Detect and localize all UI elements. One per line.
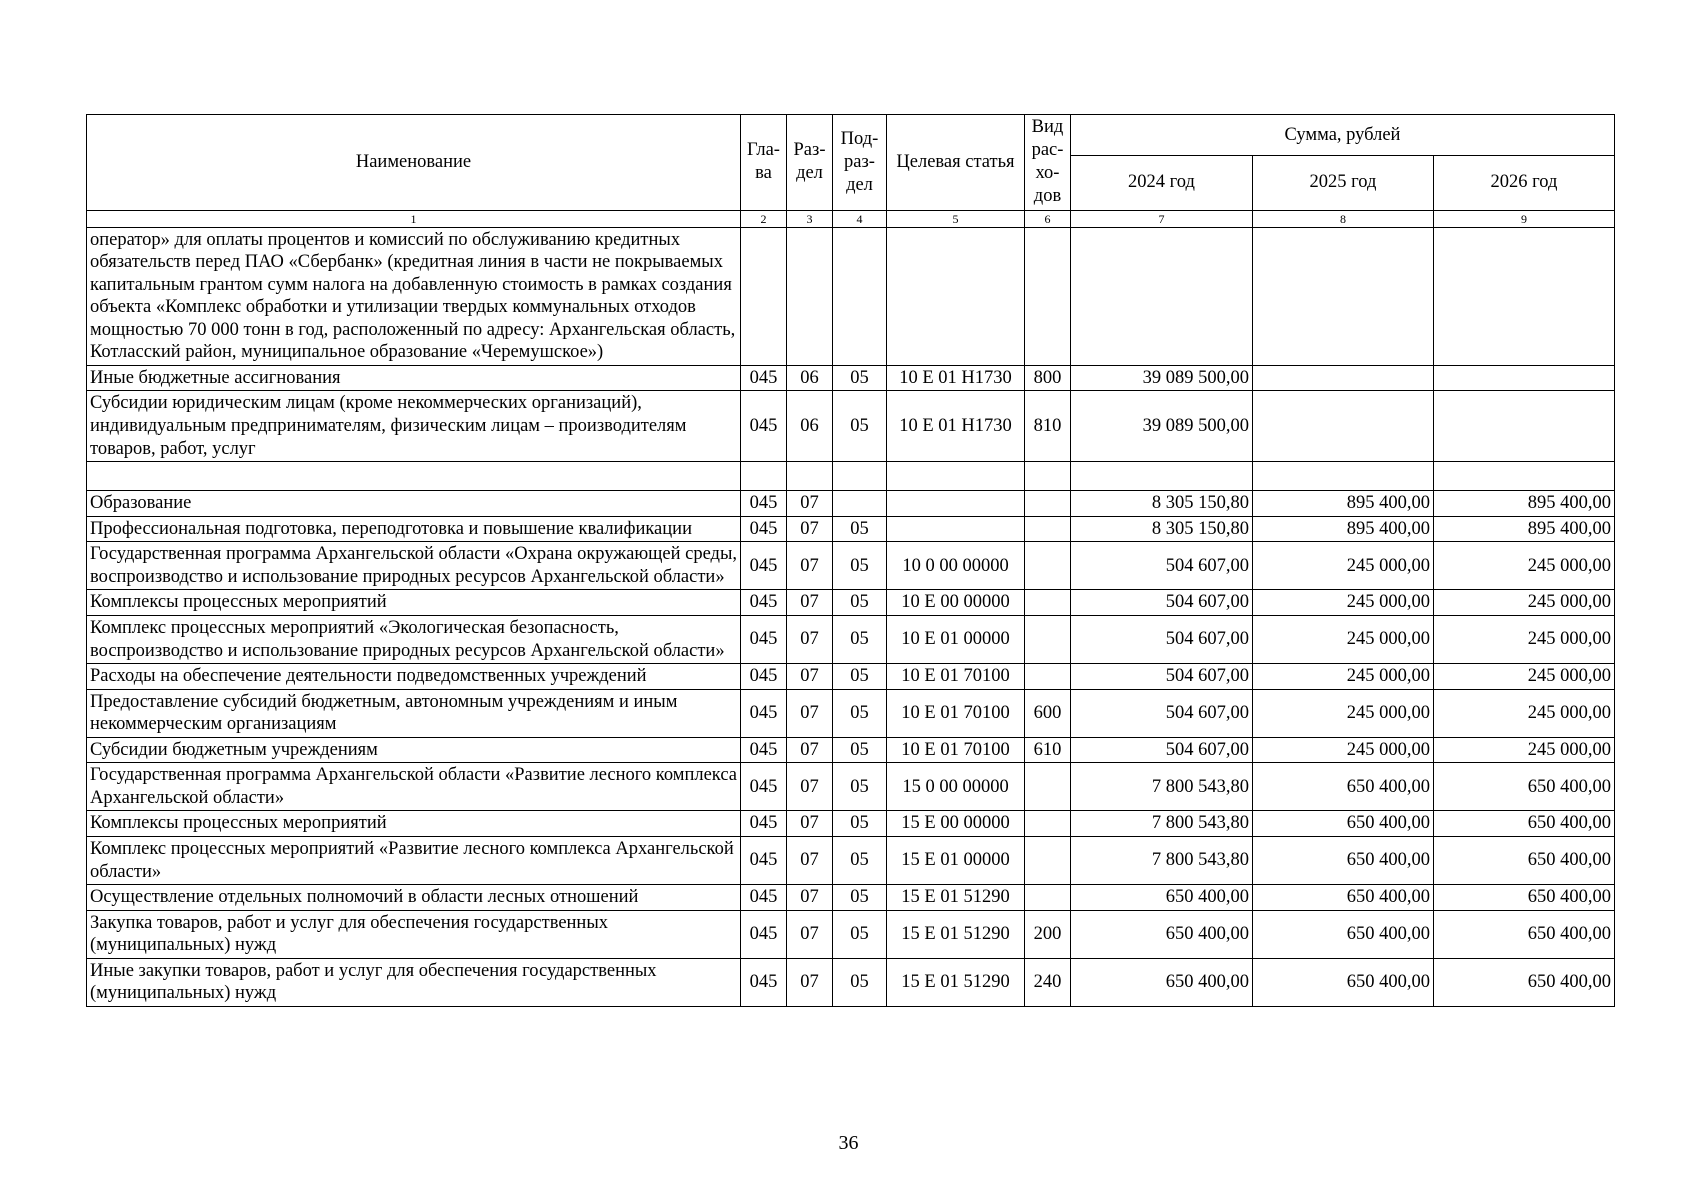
row-name-cell: Субсидии бюджетным учреждениям: [87, 737, 741, 763]
table-row: [87, 590, 1615, 616]
row-name-cell: Иные бюджетные ассигнования: [87, 365, 741, 391]
table-row: [87, 910, 1615, 958]
amount-2025-cell: [1253, 391, 1434, 462]
amount-2025-cell: 245 000,00: [1253, 615, 1434, 663]
razdel-cell: 07: [787, 910, 833, 958]
amount-2024-cell: [1071, 227, 1253, 365]
vid-rashodov-cell: [1025, 491, 1071, 517]
tselevaya-statya-cell: [887, 462, 1025, 491]
row-name-cell: оператор» для оплаты процентов и комиссий по обслуживанию кредитных обязательств перед ПАО «Сбербанк» (кредитная линия в части не покрываемых капитальным грантом сумм налога на добавленную стоимость в рамках создания объекта «Комплекс обработки и утилизации твердых коммунальных отходов мощностью 70 000 тонн в год, расположенный по адресу: Архангельская область, Котласский район, муниципальное образование «Черемушское»): [87, 227, 741, 365]
amount-2026-cell: 245 000,00: [1434, 689, 1615, 737]
glava-cell: [741, 227, 787, 365]
header-glava: Гла-ва: [741, 115, 787, 211]
amount-2025-cell: 650 400,00: [1253, 811, 1434, 837]
amount-2026-cell: [1434, 462, 1615, 491]
podrazdel-cell: 05: [833, 910, 887, 958]
row-name-cell: Иные закупки товаров, работ и услуг для обеспечения государственных (муниципальных) нужд: [87, 958, 741, 1006]
razdel-cell: 07: [787, 958, 833, 1006]
column-number: 5: [887, 210, 1025, 227]
amount-2024-cell: [1071, 462, 1253, 491]
podrazdel-cell: 05: [833, 885, 887, 911]
amount-2026-cell: 245 000,00: [1434, 664, 1615, 690]
razdel-cell: 07: [787, 615, 833, 663]
amount-2026-cell: 650 400,00: [1434, 958, 1615, 1006]
amount-2026-cell: 245 000,00: [1434, 737, 1615, 763]
podrazdel-cell: 05: [833, 958, 887, 1006]
razdel-cell: 07: [787, 763, 833, 811]
row-name-cell: Комплексы процессных мероприятий: [87, 811, 741, 837]
tselevaya-statya-cell: 10 Е 01 70100: [887, 737, 1025, 763]
tselevaya-statya-cell: 15 0 00 00000: [887, 763, 1025, 811]
vid-rashodov-cell: [1025, 664, 1071, 690]
vid-rashodov-cell: [1025, 590, 1071, 616]
podrazdel-cell: 05: [833, 689, 887, 737]
amount-2025-cell: 245 000,00: [1253, 689, 1434, 737]
budget-table: [86, 114, 1615, 1007]
tselevaya-statya-cell: 10 0 00 00000: [887, 542, 1025, 590]
amount-2026-cell: 650 400,00: [1434, 811, 1615, 837]
podrazdel-cell: 05: [833, 664, 887, 690]
vid-rashodov-cell: 200: [1025, 910, 1071, 958]
glava-cell: 045: [741, 542, 787, 590]
header-vid-rashodov: Вид рас-хо-дов: [1025, 115, 1071, 211]
amount-2026-cell: [1434, 227, 1615, 365]
razdel-cell: 07: [787, 811, 833, 837]
vid-rashodov-cell: 240: [1025, 958, 1071, 1006]
tselevaya-statya-cell: 15 Е 01 51290: [887, 885, 1025, 911]
amount-2024-cell: 39 089 500,00: [1071, 391, 1253, 462]
glava-cell: 045: [741, 811, 787, 837]
glava-cell: 045: [741, 615, 787, 663]
glava-cell: 045: [741, 391, 787, 462]
amount-2025-cell: 245 000,00: [1253, 590, 1434, 616]
tselevaya-statya-cell: 15 Е 01 51290: [887, 958, 1025, 1006]
table-row: [87, 227, 1615, 365]
glava-cell: [741, 462, 787, 491]
header-summa: Сумма, рублей: [1071, 115, 1615, 156]
column-number: 8: [1253, 210, 1434, 227]
amount-2026-cell: 650 400,00: [1434, 763, 1615, 811]
table-row: [87, 542, 1615, 590]
tselevaya-statya-cell: 10 Е 00 00000: [887, 590, 1025, 616]
amount-2024-cell: 504 607,00: [1071, 590, 1253, 616]
column-number: 4: [833, 210, 887, 227]
amount-2024-cell: 504 607,00: [1071, 615, 1253, 663]
razdel-cell: 07: [787, 689, 833, 737]
table-row: [87, 885, 1615, 911]
podrazdel-cell: 05: [833, 542, 887, 590]
razdel-cell: 07: [787, 885, 833, 911]
tselevaya-statya-cell: 10 Е 01 Н1730: [887, 365, 1025, 391]
amount-2024-cell: 8 305 150,80: [1071, 491, 1253, 517]
table-row: [87, 737, 1615, 763]
amount-2024-cell: 7 800 543,80: [1071, 811, 1253, 837]
vid-rashodov-cell: 610: [1025, 737, 1071, 763]
row-name-cell: Профессиональная подготовка, переподготовка и повышение квалификации: [87, 516, 741, 542]
table-body: [87, 227, 1615, 1006]
table-row: [87, 837, 1615, 885]
table-row: [87, 516, 1615, 542]
podrazdel-cell: 05: [833, 365, 887, 391]
table-row: [87, 689, 1615, 737]
razdel-cell: 07: [787, 491, 833, 517]
razdel-cell: 07: [787, 516, 833, 542]
column-number-row: [87, 210, 1615, 227]
vid-rashodov-cell: [1025, 462, 1071, 491]
glava-cell: 045: [741, 837, 787, 885]
column-number: 7: [1071, 210, 1253, 227]
podrazdel-cell: 05: [833, 737, 887, 763]
tselevaya-statya-cell: 15 Е 01 51290: [887, 910, 1025, 958]
table-row: [87, 664, 1615, 690]
amount-2024-cell: 650 400,00: [1071, 958, 1253, 1006]
header-name: Наименование: [87, 115, 741, 211]
column-number: 9: [1434, 210, 1615, 227]
table-row: [87, 811, 1615, 837]
row-name-cell: Комплекс процессных мероприятий «Развитие лесного комплекса Архангельской области»: [87, 837, 741, 885]
row-name-cell: Государственная программа Архангельской области «Развитие лесного комплекса Архангельской области»: [87, 763, 741, 811]
razdel-cell: 07: [787, 664, 833, 690]
row-name-cell: Комплексы процессных мероприятий: [87, 590, 741, 616]
amount-2026-cell: 895 400,00: [1434, 491, 1615, 517]
podrazdel-cell: 05: [833, 615, 887, 663]
razdel-cell: 07: [787, 837, 833, 885]
amount-2025-cell: [1253, 227, 1434, 365]
podrazdel-cell: 05: [833, 837, 887, 885]
razdel-cell: 06: [787, 391, 833, 462]
razdel-cell: 07: [787, 542, 833, 590]
amount-2024-cell: 7 800 543,80: [1071, 763, 1253, 811]
podrazdel-cell: [833, 491, 887, 517]
table-row: [87, 491, 1615, 517]
header-razdel: Раз-дел: [787, 115, 833, 211]
amount-2026-cell: 895 400,00: [1434, 516, 1615, 542]
row-name-cell: Расходы на обеспечение деятельности подведомственных учреждений: [87, 664, 741, 690]
podrazdel-cell: [833, 227, 887, 365]
amount-2026-cell: 245 000,00: [1434, 615, 1615, 663]
vid-rashodov-cell: [1025, 885, 1071, 911]
amount-2026-cell: [1434, 365, 1615, 391]
amount-2025-cell: 245 000,00: [1253, 737, 1434, 763]
vid-rashodov-cell: [1025, 615, 1071, 663]
vid-rashodov-cell: [1025, 837, 1071, 885]
table-row: [87, 615, 1615, 663]
podrazdel-cell: 05: [833, 811, 887, 837]
vid-rashodov-cell: 810: [1025, 391, 1071, 462]
podrazdel-cell: 05: [833, 391, 887, 462]
tselevaya-statya-cell: [887, 491, 1025, 517]
header-year-2026: 2026 год: [1434, 156, 1615, 210]
amount-2024-cell: 650 400,00: [1071, 885, 1253, 911]
glava-cell: 045: [741, 491, 787, 517]
vid-rashodov-cell: 600: [1025, 689, 1071, 737]
amount-2024-cell: 504 607,00: [1071, 737, 1253, 763]
amount-2025-cell: 245 000,00: [1253, 664, 1434, 690]
podrazdel-cell: [833, 462, 887, 491]
razdel-cell: 07: [787, 737, 833, 763]
amount-2025-cell: 650 400,00: [1253, 763, 1434, 811]
amount-2024-cell: 504 607,00: [1071, 542, 1253, 590]
amount-2025-cell: 650 400,00: [1253, 958, 1434, 1006]
amount-2025-cell: 895 400,00: [1253, 491, 1434, 517]
row-name-cell: Закупка товаров, работ и услуг для обеспечения государственных (муниципальных) нужд: [87, 910, 741, 958]
glava-cell: 045: [741, 885, 787, 911]
tselevaya-statya-cell: 10 Е 01 00000: [887, 615, 1025, 663]
podrazdel-cell: 05: [833, 516, 887, 542]
column-number: 2: [741, 210, 787, 227]
glava-cell: 045: [741, 763, 787, 811]
table-row: [87, 462, 1615, 491]
glava-cell: 045: [741, 737, 787, 763]
header-podrazdel: Под-раз-дел: [833, 115, 887, 211]
column-number: 3: [787, 210, 833, 227]
amount-2024-cell: 39 089 500,00: [1071, 365, 1253, 391]
amount-2025-cell: [1253, 462, 1434, 491]
header-year-2024: 2024 год: [1071, 156, 1253, 210]
razdel-cell: [787, 462, 833, 491]
vid-rashodov-cell: [1025, 811, 1071, 837]
amount-2025-cell: 650 400,00: [1253, 885, 1434, 911]
tselevaya-statya-cell: 10 Е 01 70100: [887, 664, 1025, 690]
tselevaya-statya-cell: [887, 516, 1025, 542]
amount-2025-cell: 895 400,00: [1253, 516, 1434, 542]
glava-cell: 045: [741, 664, 787, 690]
razdel-cell: [787, 227, 833, 365]
amount-2024-cell: 8 305 150,80: [1071, 516, 1253, 542]
amount-2024-cell: 7 800 543,80: [1071, 837, 1253, 885]
amount-2025-cell: 650 400,00: [1253, 837, 1434, 885]
page-number: 36: [838, 1132, 859, 1154]
row-name-cell: Комплекс процессных мероприятий «Экологическая безопасность, воспроизводство и использование природных ресурсов Архангельской области»: [87, 615, 741, 663]
tselevaya-statya-cell: 10 Е 01 Н1730: [887, 391, 1025, 462]
amount-2024-cell: 504 607,00: [1071, 664, 1253, 690]
column-number: 1: [87, 210, 741, 227]
vid-rashodov-cell: [1025, 763, 1071, 811]
amount-2026-cell: 245 000,00: [1434, 542, 1615, 590]
vid-rashodov-cell: [1025, 542, 1071, 590]
glava-cell: 045: [741, 590, 787, 616]
tselevaya-statya-cell: 15 Е 01 00000: [887, 837, 1025, 885]
amount-2025-cell: 245 000,00: [1253, 542, 1434, 590]
row-name-cell: Предоставление субсидий бюджетным, автономным учреждениям и иным некоммерческим организациям: [87, 689, 741, 737]
amount-2026-cell: 650 400,00: [1434, 837, 1615, 885]
amount-2026-cell: 245 000,00: [1434, 590, 1615, 616]
row-name-cell: [87, 462, 741, 491]
row-name-cell: Образование: [87, 491, 741, 517]
table-row: [87, 958, 1615, 1006]
glava-cell: 045: [741, 689, 787, 737]
razdel-cell: 06: [787, 365, 833, 391]
amount-2026-cell: 650 400,00: [1434, 910, 1615, 958]
header-tselevaya-statya: Целевая статья: [887, 115, 1025, 211]
amount-2025-cell: [1253, 365, 1434, 391]
table-row: [87, 365, 1615, 391]
row-name-cell: Субсидии юридическим лицам (кроме некоммерческих организаций), индивидуальным предпринимателям, физическим лицам – производителям товаров, работ, услуг: [87, 391, 741, 462]
header-year-2025: 2025 год: [1253, 156, 1434, 210]
tselevaya-statya-cell: [887, 227, 1025, 365]
amount-2025-cell: 650 400,00: [1253, 910, 1434, 958]
podrazdel-cell: 05: [833, 763, 887, 811]
glava-cell: 045: [741, 958, 787, 1006]
amount-2026-cell: 650 400,00: [1434, 885, 1615, 911]
table-row: [87, 763, 1615, 811]
vid-rashodov-cell: 800: [1025, 365, 1071, 391]
glava-cell: 045: [741, 516, 787, 542]
row-name-cell: Государственная программа Архангельской области «Охрана окружающей среды, воспроизводство и использование природных ресурсов Архангельской области»: [87, 542, 741, 590]
table-row: [87, 391, 1615, 462]
razdel-cell: 07: [787, 590, 833, 616]
amount-2026-cell: [1434, 391, 1615, 462]
tselevaya-statya-cell: 10 Е 01 70100: [887, 689, 1025, 737]
vid-rashodov-cell: [1025, 227, 1071, 365]
amount-2024-cell: 504 607,00: [1071, 689, 1253, 737]
row-name-cell: Осуществление отдельных полномочий в области лесных отношений: [87, 885, 741, 911]
glava-cell: 045: [741, 365, 787, 391]
vid-rashodov-cell: [1025, 516, 1071, 542]
amount-2024-cell: 650 400,00: [1071, 910, 1253, 958]
glava-cell: 045: [741, 910, 787, 958]
podrazdel-cell: 05: [833, 590, 887, 616]
column-number: 6: [1025, 210, 1071, 227]
tselevaya-statya-cell: 15 Е 00 00000: [887, 811, 1025, 837]
